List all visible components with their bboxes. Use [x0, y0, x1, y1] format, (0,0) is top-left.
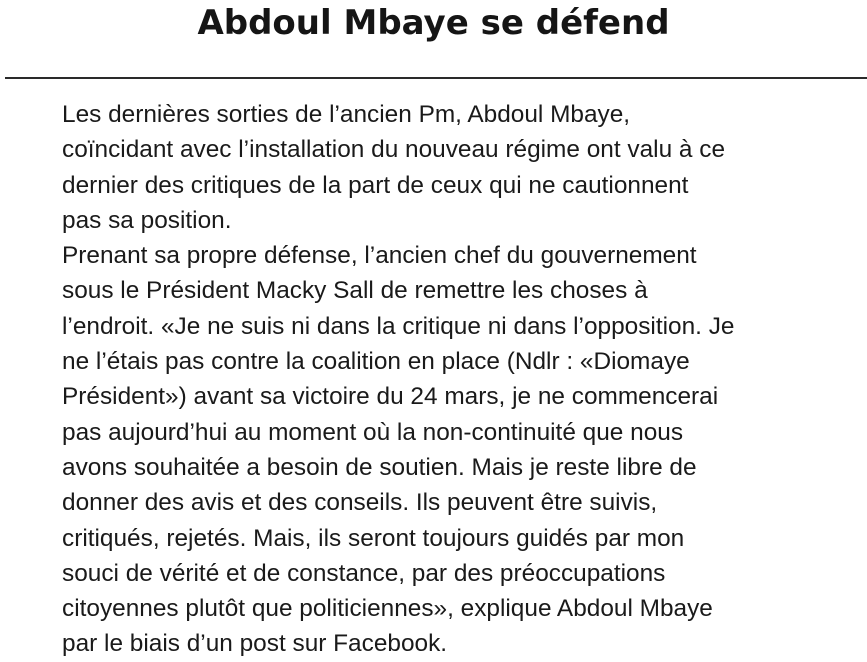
article-line: Président») avant sa victoire du 24 mars, je ne commencerai	[62, 383, 719, 411]
article-line: pas sa position.	[62, 206, 232, 234]
article-line: ne l’étais pas contre la coalition en place (Ndlr : «Diomaye	[62, 348, 690, 376]
article-line: avons souhaitée a besoin de soutien. Mais je reste libre de	[62, 453, 697, 481]
article-line: coïncidant avec l’installation du nouveau régime ont valu à ce	[62, 136, 726, 164]
article-headline: Abdoul Mbaye se défend	[197, 3, 670, 43]
article-body	[62, 97, 822, 662]
article-line: souci de vérité et de constance, par des préoccupations	[62, 559, 666, 587]
headline-divider	[5, 77, 867, 79]
article-line: donner des avis et des conseils. Ils peuvent être suivis,	[62, 489, 658, 517]
article-line: Les dernières sorties de l’ancien Pm, Abdoul Mbaye,	[62, 101, 631, 128]
article-line: pas aujourd’hui au moment où la non-continuité que nous	[62, 418, 684, 446]
article-line: Prenant sa propre défense, l’ancien chef du gouvernement	[62, 242, 697, 270]
article-line: sous le Président Macky Sall de remettre les choses à	[62, 277, 648, 305]
article-line: l’endroit. «Je ne suis ni dans la critique ni dans l’opposition. Je	[62, 312, 735, 340]
article-line: citoyennes plutôt que politiciennes», explique Abdoul Mbaye	[62, 595, 713, 623]
article-line: critiqués, rejetés. Mais, ils seront toujours guidés par mon	[62, 524, 685, 552]
article-line: dernier des critiques de la part de ceux qui ne cautionnent	[62, 171, 689, 199]
article-line: par le biais d’un post sur Facebook.	[62, 630, 448, 658]
